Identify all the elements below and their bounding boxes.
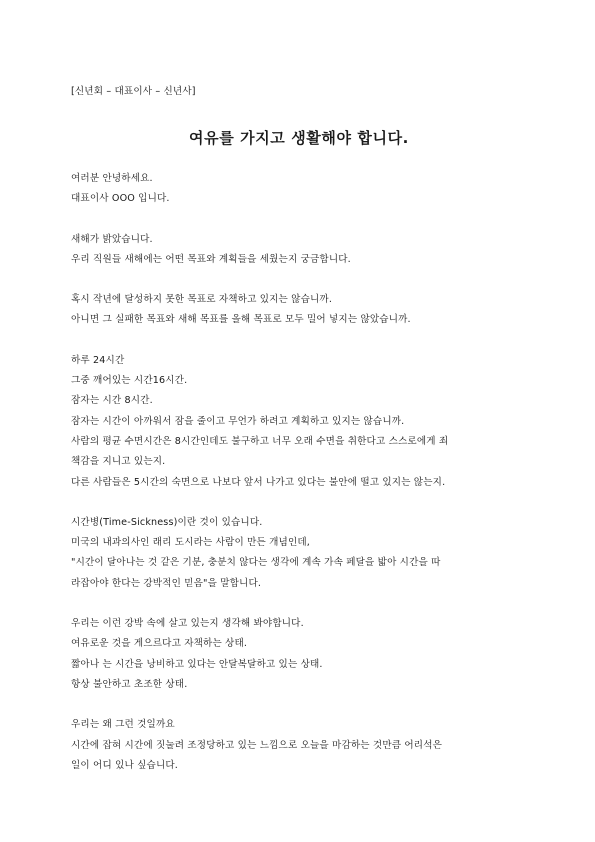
text-line: 혹시 작년에 달성하지 못한 목표로 자책하고 있지는 않습니까. [71, 294, 333, 306]
paragraph-new-year [71, 230, 527, 271]
text-line: 우리 직원들 새해에는 어떤 목표와 계획들을 세웠는지 궁금합니다. [71, 253, 351, 265]
paragraph-greeting [71, 169, 527, 210]
text-line: 우리는 이런 강박 속에 살고 있는지 생각해 봐야합니다. [71, 618, 304, 630]
text-line: 미국의 내과의사인 래리 도시라는 사람이 만든 개념인데, [71, 537, 311, 549]
text-line: 항상 불안하고 초조한 상태. [71, 678, 188, 690]
text-line: 여유로운 것을 게으르다고 자책하는 상태. [71, 638, 248, 650]
text-line: 사람의 평균 수면시간은 8시간인데도 불구하고 너무 오래 수면을 취한다고 스스로에게 죄 [71, 435, 449, 447]
text-line: 책감을 지니고 있는지. [71, 456, 166, 468]
paragraph-sleep [71, 351, 527, 493]
paragraph-obsession [71, 614, 527, 695]
text-line: 아니면 그 실패한 목표와 새해 목표를 올해 목표로 모두 밀어 넣지는 않았습니까. [71, 314, 411, 326]
text-line: "시간이 달아나는 것 같은 기분, 충분치 않다는 생각에 계속 가속 페달을 밟아 시간을 따 [71, 557, 441, 569]
text-line: 여러분 안녕하세요. [71, 173, 153, 184]
text-line: 잠자는 시간 8시간. [71, 395, 153, 407]
document-title: 여유를 가지고 생활해야 합니다. [189, 129, 409, 147]
text-line: 시간에 잡혀 시간에 짓눌려 조정당하고 있는 느낌으로 오늘을 마감하는 것만큼 어리석은 [71, 739, 443, 751]
event-header-tag: [신년회 – 대표이사 – 신년사] [71, 86, 196, 97]
text-line: 시간병(Time-Sickness)이란 것이 있습니다. [71, 516, 263, 528]
text-line: 우리는 왜 그런 것일까요 [71, 719, 175, 731]
paragraph-why [71, 715, 527, 776]
paragraph-time-sickness [71, 513, 527, 594]
text-line: 잠자는 시간이 아까워서 잠을 줄이고 무언가 하려고 계획하고 있지는 않습니까. [71, 415, 405, 427]
text-line: 일이 어디 있나 싶습니다. [71, 759, 178, 771]
text-line: 라잡아야 한다는 강박적인 믿음"을 말합니다. [71, 577, 262, 589]
text-line: 그중 깨어있는 시간16시간. [71, 375, 188, 387]
text-line: 다른 사람들은 5시간의 숙면으로 나보다 앞서 나가고 있다는 불안에 떨고 있지는 않는지. [71, 476, 446, 488]
text-line: 새해가 밝았습니다. [71, 233, 153, 245]
text-line: 짧아나 는 시간을 낭비하고 있다는 안달복달하고 있는 상태. [71, 658, 323, 670]
text-line: 대표이사 OOO 입니다. [71, 193, 170, 205]
paragraph-goals [71, 290, 527, 331]
text-line: 하루 24시간 [71, 354, 125, 366]
document-page [71, 84, 527, 796]
